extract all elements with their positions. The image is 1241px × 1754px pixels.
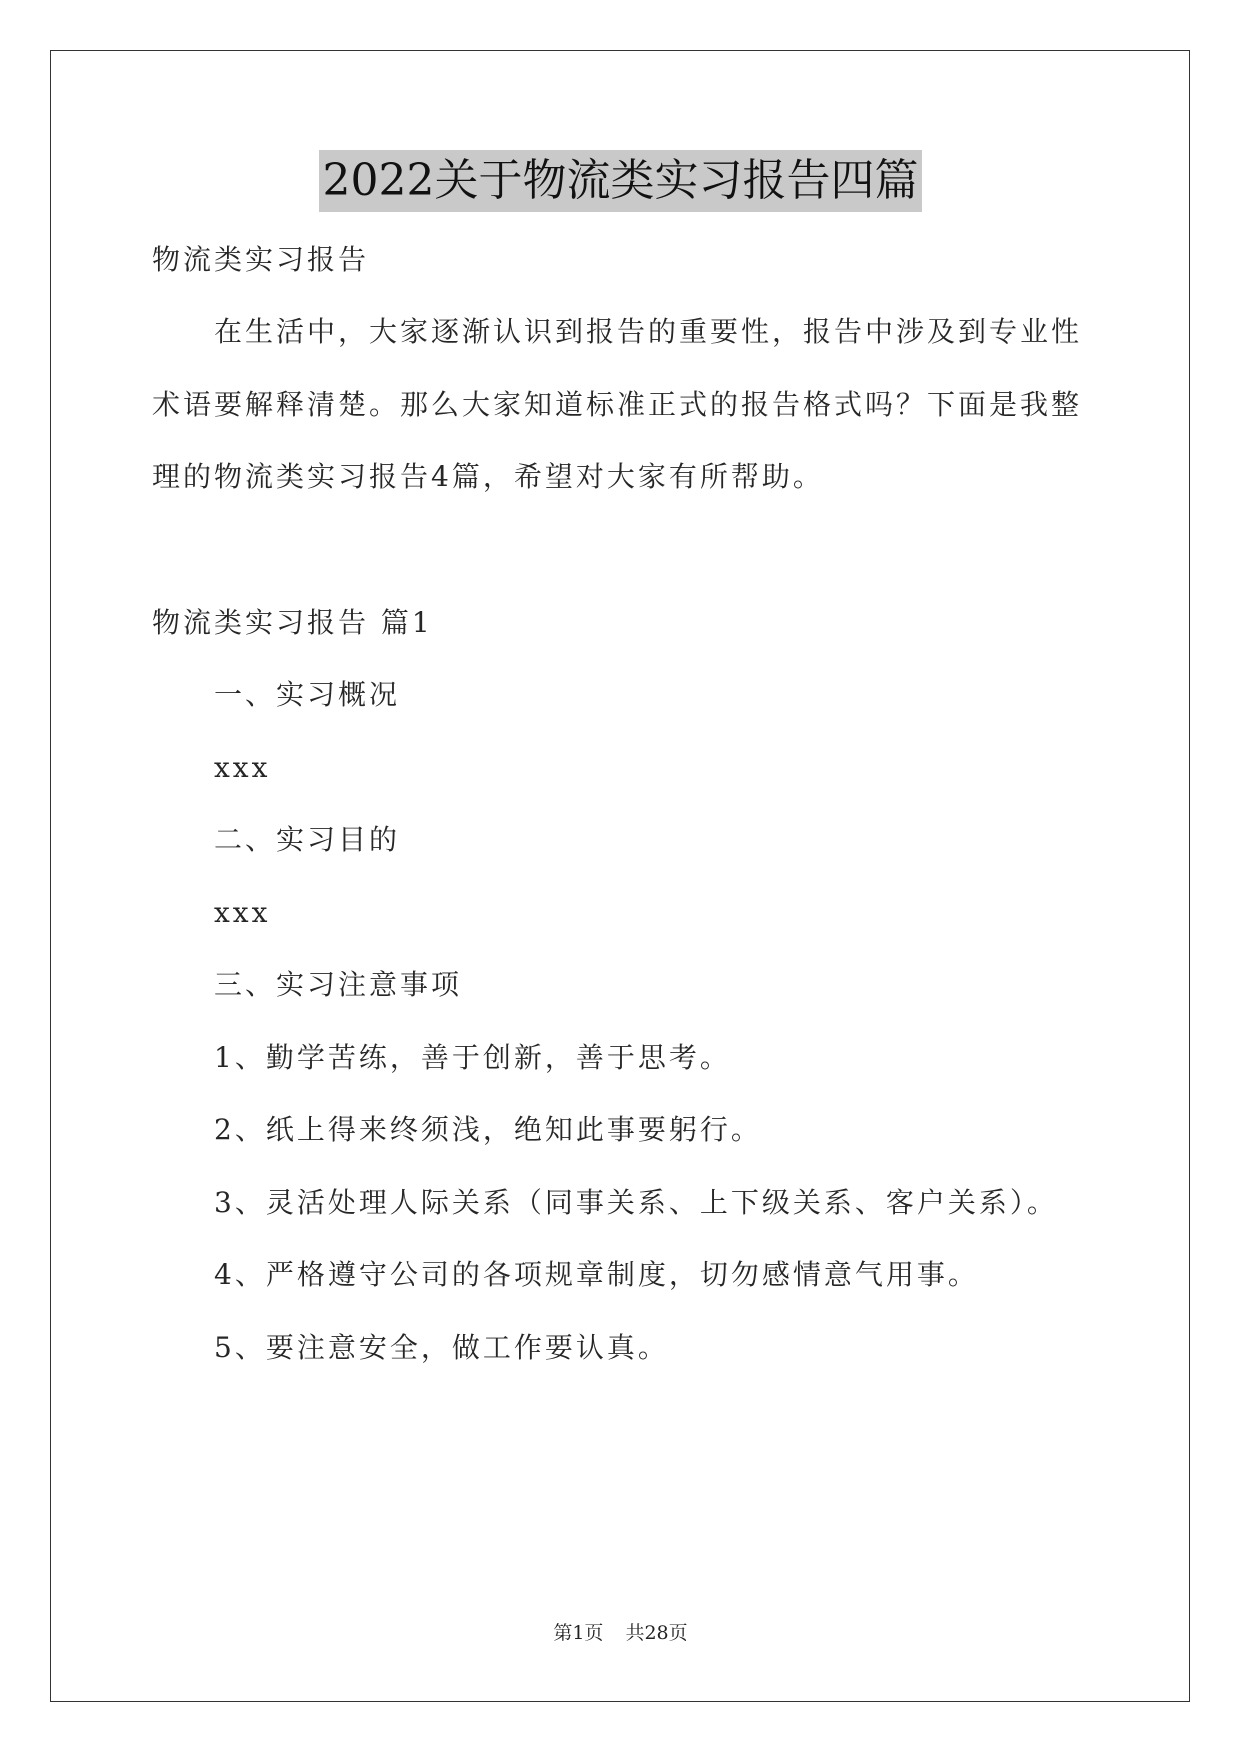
page-number: 第1页: [553, 1622, 604, 1644]
title-container: [0, 150, 1241, 212]
note-item-2: 2、纸上得来终须浅，绝知此事要躬行。: [214, 1113, 762, 1146]
note-item-4: 4、严格遵守公司的各项规章制度，切勿感情意气用事。: [214, 1258, 979, 1291]
page-total: 共28页: [625, 1622, 688, 1644]
purpose-heading: 二、实习目的: [214, 823, 401, 856]
page-border: [50, 50, 1190, 1702]
page-footer: [0, 1620, 1241, 1646]
section-heading: 物流类实习报告 篇1: [152, 606, 433, 639]
intro-paragraph-line-2: 术语要解释清楚。那么大家知道标准正式的报告格式吗？下面是我整: [152, 388, 1083, 421]
intro-paragraph-line-1: 在生活中，大家逐渐认识到报告的重要性，报告中涉及到专业性: [214, 315, 1083, 348]
purpose-text: xxx: [214, 896, 271, 929]
overview-heading: 一、实习概况: [214, 678, 401, 711]
intro-paragraph-line-3: 理的物流类实习报告4篇，希望对大家有所帮助。: [152, 460, 824, 493]
overview-text: xxx: [214, 751, 271, 784]
note-item-1: 1、勤学苦练，善于创新，善于思考。: [214, 1041, 731, 1074]
document-title: 2022关于物流类实习报告四篇: [319, 150, 923, 212]
note-item-3: 3、灵活处理人际关系（同事关系、上下级关系、客户关系）。: [214, 1186, 1058, 1219]
intro-heading: 物流类实习报告: [152, 243, 370, 276]
note-item-5: 5、要注意安全，做工作要认真。: [214, 1331, 669, 1364]
notes-heading: 三、实习注意事项: [214, 968, 463, 1001]
